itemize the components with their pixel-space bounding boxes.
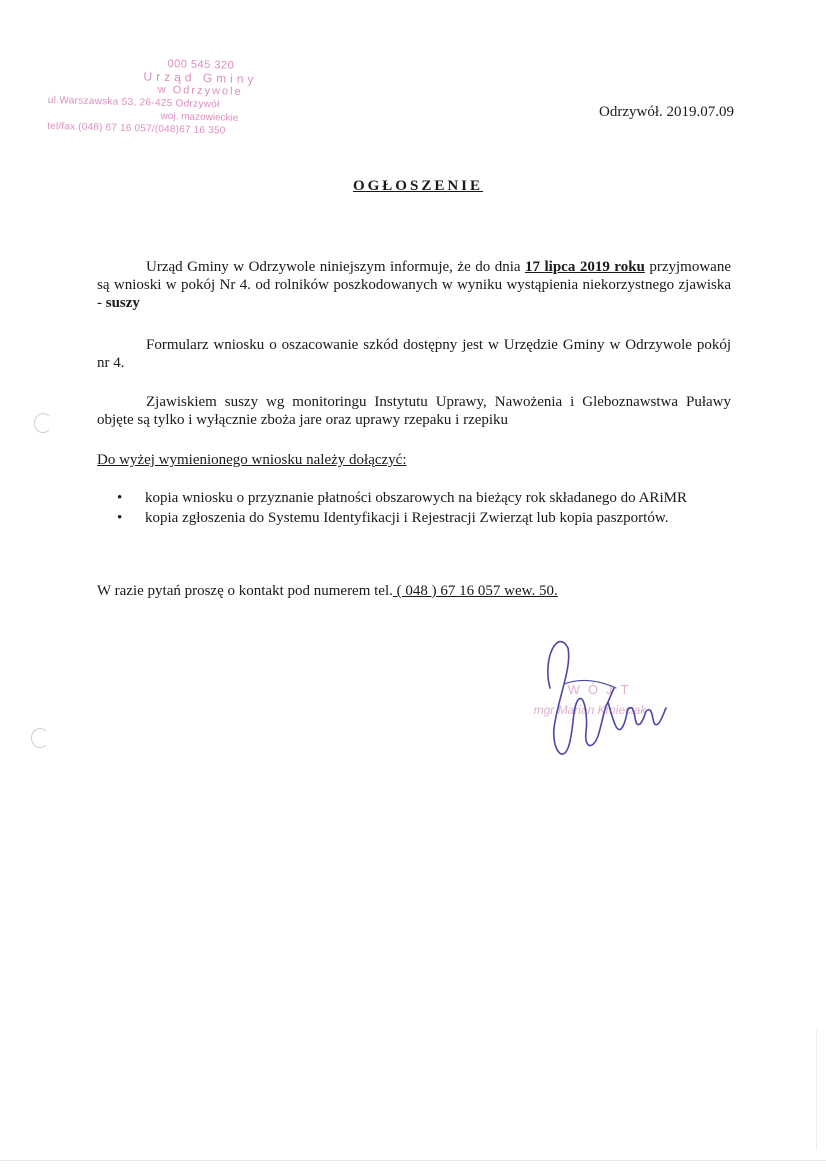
bullet-icon: • [117,510,123,526]
deadline-date: 17 lipca 2019 roku [525,259,645,275]
stamp-phone: tel/fax.(048) 67 16 057/(048)67 16 350 [47,120,226,137]
attachments-list [97,489,731,529]
stamp-address: ul.Warszawska 53, 26-425 Odrzywół [47,94,220,111]
attachments-heading: Do wyżej wymienionego wniosku należy dołączyć: [97,452,407,468]
stamp-office-location: w Odrzywole [157,83,243,98]
list-item-text: kopia wniosku o przyznanie płatności obszarowych na bieżący rok składanego do ARiMR [145,490,687,506]
scan-edge [816,1030,817,1150]
contact-line [97,583,558,600]
document-date: Odrzywół. 2019.07.09 [599,104,734,120]
signature-stamp-title: WÓJT [567,682,637,697]
list-item [97,509,731,527]
stamp-regon: 000 545 320 [167,57,235,72]
office-stamp [47,55,289,139]
document-title: OGŁOSZENIE [352,178,484,194]
announcement-paragraph [97,258,731,312]
punch-hole [34,413,52,433]
contact-phone-number: ( 048 ) 67 16 057 wew. 50. [392,583,558,599]
punch-hole [31,728,49,748]
handwritten-signature [528,628,678,768]
list-item-text: kopia zgłoszenia do Systemu Identyfikacji i Rejestracji Zwierząt lub kopia paszportów. [145,510,669,526]
contact-text: W razie pytań proszę o kontakt pod numerem tel. [97,583,393,599]
paragraph-text: Urząd Gminy w Odrzywole niniejszym informuje, że do dnia [146,259,526,275]
signature-stamp-name: mgr Marian Kmieciak [533,703,647,717]
bullet-icon: • [117,490,123,506]
phenomenon-name: suszy [105,295,140,311]
list-item [97,489,731,507]
drought-monitoring-paragraph: Zjawiskiem suszy wg monitoringu Instytutu Uprawy, Nawożenia i Gleboznawstwa Puławy objęte są tylko i wyłącznie zboża jare oraz uprawy rzepaku i rzepiku [97,394,731,428]
stamp-voivodeship: woj. mazowieckie [160,110,239,124]
stamp-office-name: Urząd Gminy [143,69,258,87]
form-availability-paragraph: Formularz wniosku o oszacowanie szkód dostępny jest w Urzędzie Gminy w Odrzywole pokój nr 4. [97,337,731,371]
scan-edge [0,1160,826,1161]
paragraph-text: przyjmowane są wnioski w pokój Nr 4. od rolników poszkodowanych w wyniku wystąpienia niekorzystnego zjawiska - [97,259,731,311]
